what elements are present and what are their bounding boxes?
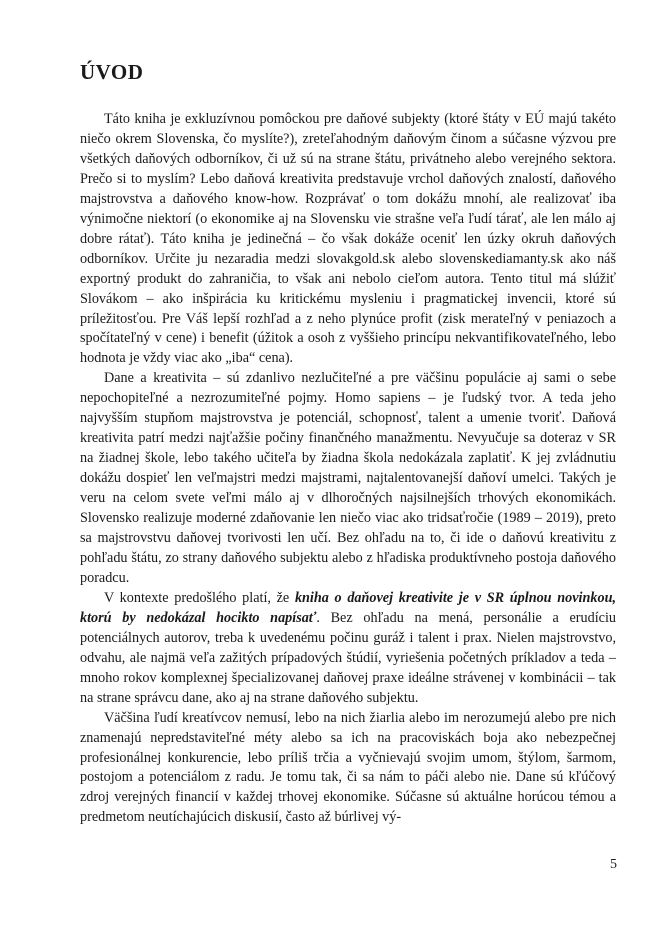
paragraph-3 <box>80 589 616 709</box>
paragraph-2: Dane a kreativita – sú zdanlivo nezlučiteľné a pre väčšinu populácie aj sami o sebe nepochopiteľné a nezrozumiteľné pojmy. Homo sapiens – je ľudský tvor. A teda jeho najvyšším stupňom majstrovstva je potenciál, schopnosť, talent a umenie tvoriť. Daňová kreativita patrí medzi najťažšie počiny finančného manažmentu. Nevyučuje sa doteraz v SR na žiadnej škole, lebo takého učiteľa by žiadna škola nedokázala zaplatiť. K jej zvládnutiu dokážu dospieť len veľmajstri medzi majstrami, najtalentovanejší daňoví umelci. Takých je veru na celom svete veľmi málo aj v dlhoročných najsilnejších trhových ekonomikách. Slovensko realizuje moderné zdaňovanie len niečo viac ako tridsaťročie (1989 – 2019), preto sa majstrovstvu daňovej tvorivosti len učí. Bez ohľadu na to, či ide o daňovú kreativitu z pohľadu štátu, zo strany daňového subjektu alebo z hľadiska produktívneho postoja daňového poradcu. <box>80 370 616 586</box>
paragraph-4: Väčšina ľudí kreatívcov nemusí, lebo na nich žiarlia alebo im nerozumejú alebo pre nich znamenajú nepredstaviteľné méty alebo sa ich na pracoviskách boja ako nebezpečnej profesionálnej konkurencie, lebo príliš trčia a vyčnievajú svojim umom, štýlom, šarmom, postojom a potenciálom z radu. Je tomu tak, či sa nám to páči alebo nie. Dane sú kľúčový zdroj verejných financií v každej trhovej ekonomike. Súčasne sú aktuálne horúcou témou a predmetom neutíchajúcich diskusií, často až búrlivej vý- <box>80 709 616 826</box>
paragraph-3-rest: . Bez ohľadu na mená, personálie a erudíciu potenciálnych autorov, treba k uvedenému počinu guráž i talent i prax. Nielen majstrovstvo, odvahu, ale najmä veľa zažitých prípadových štúdií, vyriešenia početných príkladov a teda – mnoho rokov komplexnej špecializovanej daňovej praxe ideálne strávenej v kombinácii – tak na strane správcu dane, ako aj na strane daňového subjektu. <box>80 609 616 706</box>
paragraph-1: Táto kniha je exkluzívnou pomôckou pre daňové subjekty (ktoré štáty v EÚ majú takéto niečo okrem Slovenska, čo myslíte?), zreteľahodným daňovým činom a súčasne výzvou pre všetkých daňových odborníkov, či už sú na strane štátu, privátneho alebo verejného sektora. Prečo si to myslím? Lebo daňová kreativita predstavuje vrchol daňových znalostí, daňového majstrovstva a daňového know-how. Rozprávať o tom dokážu mnohí, ale realizovať iba výnimočne niektorí (o ekonomike aj na Slovensku vie strašne veľa ľudí tárať, ale len málo aj dobre rátať). Táto kniha je jedinečná – čo však dokáže oceniť len úzky okruh daňových odborníkov. Určite ju nezaradia medzi slovakgold.sk alebo slovenskediamanty.sk ako náš exportný produkt do zahraničia, to však ani nebolo cieľom autora. Tento titul má slúžiť Slovákom – ako inšpirácia ku kritickému mysleniu i pragmatickej invencii, ktoré sú príležitosťou. Pre Váš lepší rozhľad a z neho plynúce profit (zisk merateľný v peniazoch a spočítateľný v cene) i benefit (úžitok a osoh z vyššieho princípu nekvantifikovateľného, lebo hodnota je vždy viac ako „iba“ cena). <box>80 111 616 367</box>
paragraph-3-lead: V kontexte predošlého platí, že <box>104 589 295 606</box>
paragraph-3-emphasis: kniha o daňovej kreativite je v SR úplnou novinkou, ktorú by nedokázal hocikto napísať <box>80 589 617 626</box>
page-number: 5 <box>610 857 617 872</box>
chapter-heading: ÚVOD <box>80 60 144 84</box>
page-body <box>80 58 616 828</box>
